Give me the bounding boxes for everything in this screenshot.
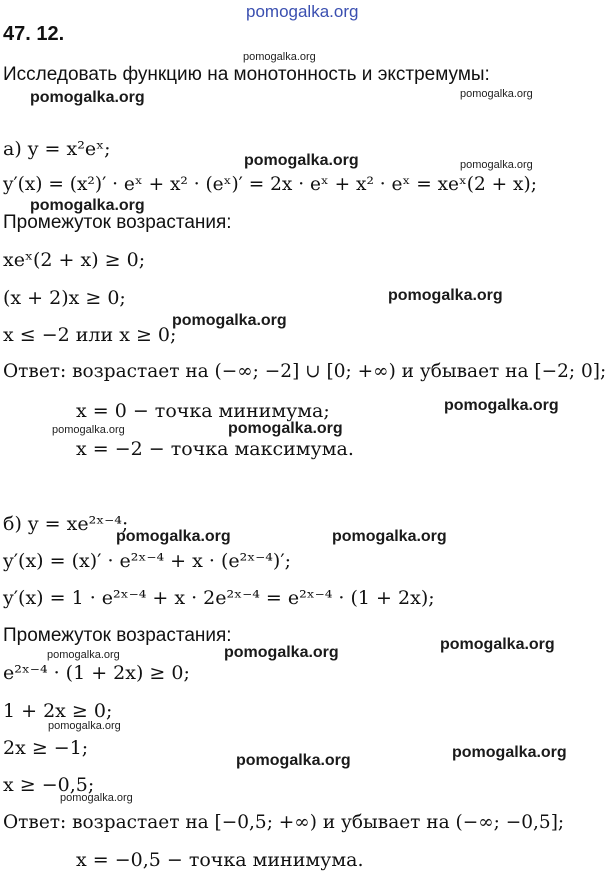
part-b-derivative-1: y′(x) = (x)′ · e²ˣ⁻⁴ + x · (e²ˣ⁻⁴)′; (3, 550, 292, 572)
part-a-inequality-1: xeˣ(2 + x) ≥ 0; (3, 249, 146, 271)
problem-number: 47. 12. (3, 23, 65, 45)
watermark: pomogalka.org (30, 89, 145, 106)
watermark: pomogalka.org (60, 792, 133, 804)
part-b-derivative-2: y′(x) = 1 · e²ˣ⁻⁴ + x · 2e²ˣ⁻⁴ = e²ˣ⁻⁴ · (1 + 2x); (3, 587, 435, 609)
part-b-interval-label: Промежуток возрастания: (3, 625, 232, 646)
part-b-inequality-4: x ≥ −0,5; (3, 774, 95, 796)
watermark: pomogalka.org (224, 644, 339, 661)
watermark: pomogalka.org (228, 420, 343, 437)
watermark: pomogalka.org (116, 528, 231, 545)
part-b-inequality-2: 1 + 2x ≥ 0; (3, 700, 113, 722)
watermark: pomogalka.org (30, 197, 145, 214)
part-a-minimum: x = 0 − точка минимума; (76, 400, 330, 422)
part-a-maximum: x = −2 − точка максимума. (76, 438, 354, 460)
part-b-inequality-3: 2x ≥ −1; (3, 737, 89, 759)
task-statement: Исследовать функцию на монотонность и экстремумы: (3, 64, 490, 85)
watermark-top: pomogalka.org (246, 2, 359, 21)
watermark: pomogalka.org (172, 312, 287, 329)
watermark: pomogalka.org (243, 51, 316, 63)
watermark: pomogalka.org (244, 152, 359, 169)
watermark: pomogalka.org (452, 744, 567, 761)
watermark: pomogalka.org (460, 88, 533, 100)
part-a-function: а) y = x²eˣ; (3, 138, 111, 160)
watermark: pomogalka.org (236, 752, 351, 769)
watermark: pomogalka.org (332, 528, 447, 545)
part-a-inequality-2: (x + 2)x ≥ 0; (3, 287, 126, 309)
part-a-answer: Ответ: возрастает на (−∞; −2] ∪ [0; +∞) и убывает на [−2; 0]; (3, 361, 607, 382)
watermark: pomogalka.org (52, 424, 125, 436)
part-a-derivative: y′(x) = (x²)′ · eˣ + x² · (eˣ)′ = 2x · eˣ + x² · eˣ = xeˣ(2 + x); (3, 174, 537, 195)
part-b-answer: Ответ: возрастает на [−0,5; +∞) и убывает на (−∞; −0,5]; (3, 812, 565, 833)
watermark: pomogalka.org (460, 159, 533, 171)
watermark: pomogalka.org (388, 287, 503, 304)
part-b-function: б) y = xe²ˣ⁻⁴; (3, 513, 129, 535)
part-b-minimum: x = −0,5 − точка минимума. (76, 849, 364, 871)
watermark: pomogalka.org (47, 649, 120, 661)
watermark: pomogalka.org (440, 636, 555, 653)
part-a-interval-label: Промежуток возрастания: (3, 212, 232, 233)
watermark: pomogalka.org (444, 397, 559, 414)
watermark: pomogalka.org (48, 720, 121, 732)
part-a-inequality-3: x ≤ −2 или x ≥ 0; (3, 324, 177, 346)
part-b-inequality-1: e²ˣ⁻⁴ · (1 + 2x) ≥ 0; (3, 662, 190, 684)
